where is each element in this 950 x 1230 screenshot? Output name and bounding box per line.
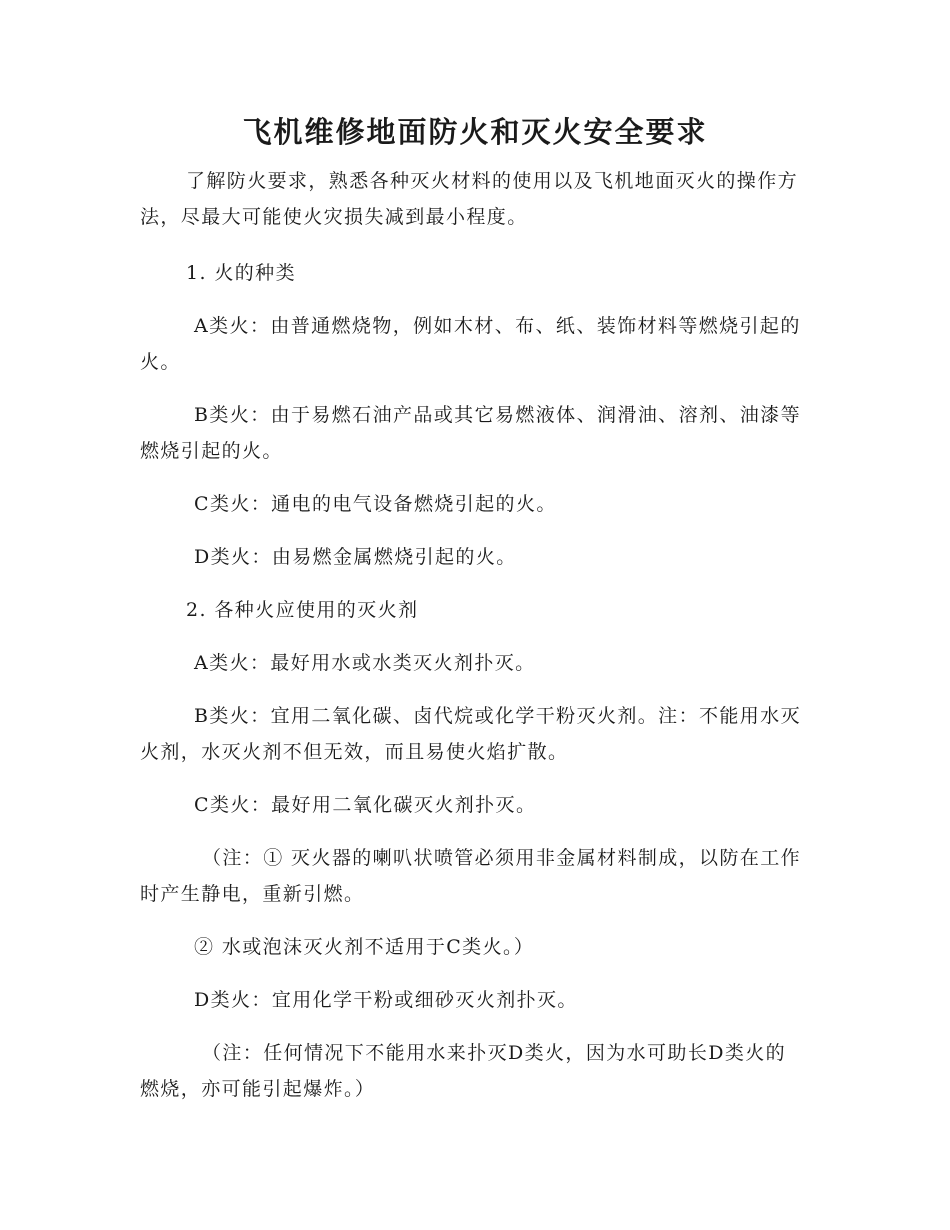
agent-class-d-paragraph: D类火：宜用化学干粉或细砂灭火剂扑灭。: [194, 989, 578, 1011]
section-2-heading: 2. 各种火应使用的灭火剂: [186, 599, 419, 621]
fire-class-c-paragraph: C类火：通电的电气设备燃烧引起的火。: [194, 493, 557, 515]
fire-class-d-paragraph: D类火：由易燃金属燃烧引起的火。: [194, 546, 517, 568]
note-3-paragraph: （注：任何情况下不能用水来扑灭D类火，因为水可助长D类火的燃烧，亦可能引起爆炸。）: [140, 1042, 787, 1100]
fire-class-a-paragraph: A类火：由普通燃烧物，例如木材、布、纸、装饰材料等燃烧引起的火。: [140, 315, 801, 373]
agent-class-a-paragraph: A类火：最好用水或水类灭火剂扑灭。: [194, 652, 536, 674]
section-1-heading: 1. 火的种类: [186, 262, 296, 284]
note-2-paragraph: ② 水或泡沫灭火剂不适用于C类火。）: [194, 936, 535, 958]
intro-paragraph: 了解防火要求，熟悉各种灭火材料的使用以及飞机地面灭火的操作方法，尽最大可能使火灾损失减到最小程度。: [140, 170, 799, 228]
document-title: 飞机维修地面防火和灭火安全要求: [242, 115, 708, 149]
fire-class-b-paragraph: B类火：由于易燃石油产品或其它易燃液体、润滑油、溶剂、油漆等燃烧引起的火。: [140, 404, 801, 462]
agent-class-c-paragraph: C类火：最好用二氧化碳灭火剂扑灭。: [194, 794, 537, 816]
agent-class-b-paragraph: B类火：宜用二氧化碳、卤代烷或化学干粉灭火剂。注：不能用水灭火剂，水灭火剂不但无效，而且易使火焰扩散。: [140, 705, 801, 763]
note-1-paragraph: （注：① 灭火器的喇叭状喷管必须用非金属材料制成，以防在工作时产生静电，重新引燃。: [140, 847, 802, 905]
